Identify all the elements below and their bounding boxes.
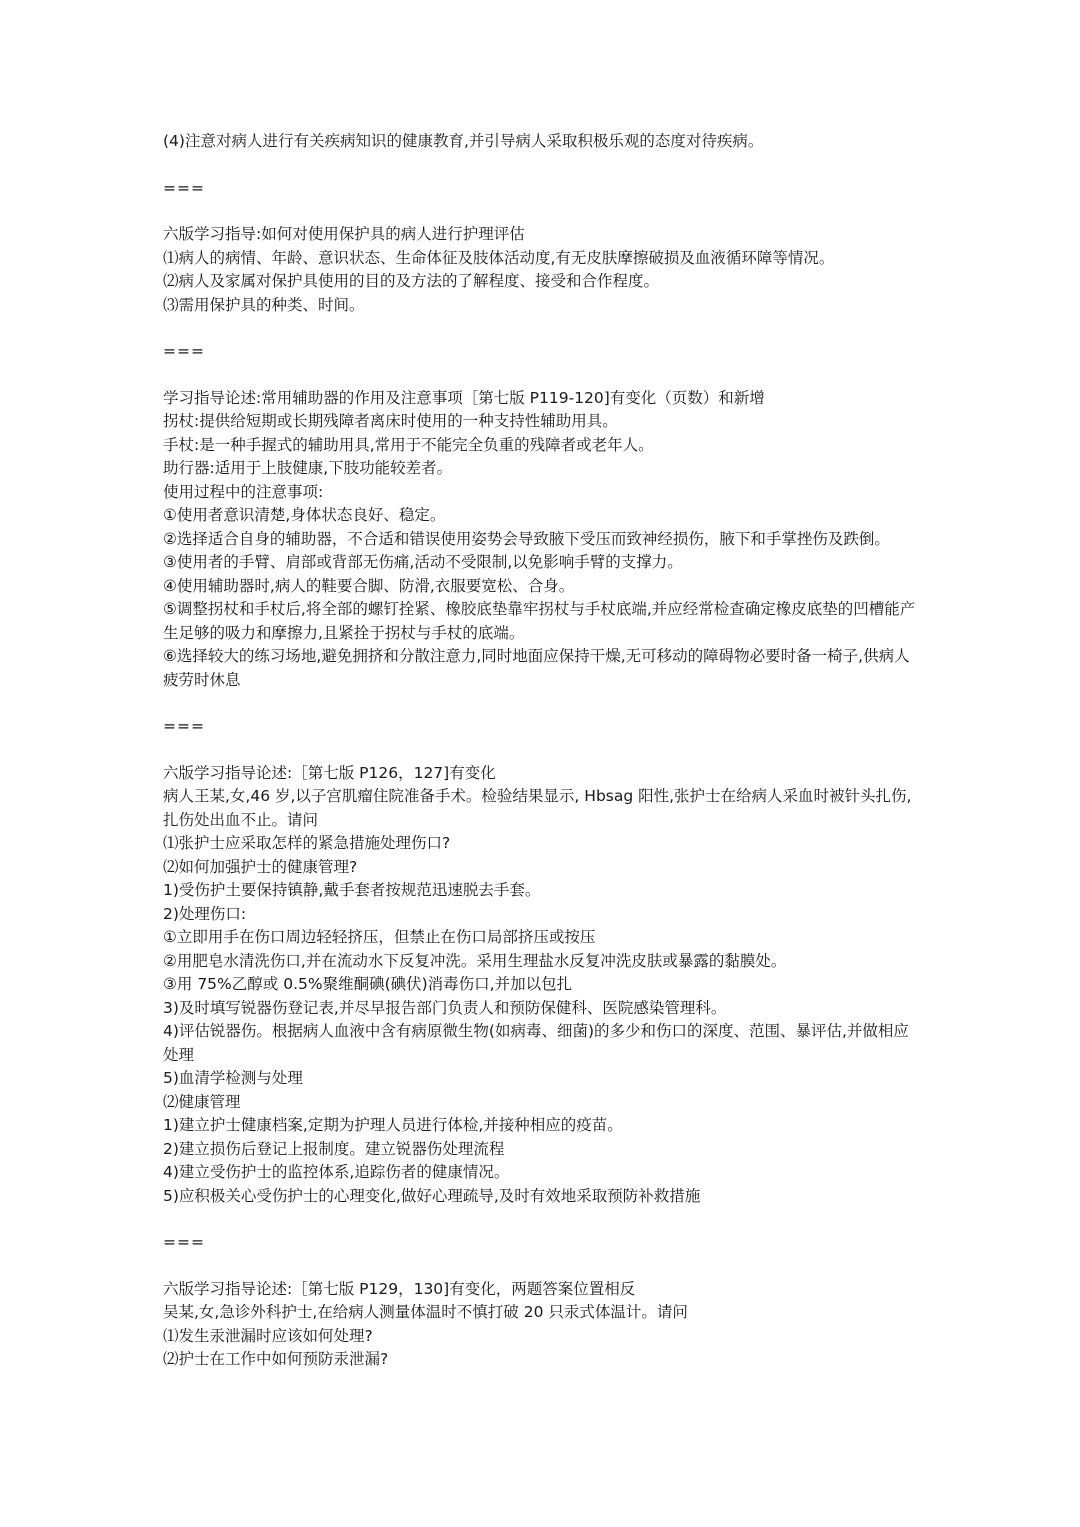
spacer — [163, 200, 923, 223]
list-item: 5)应积极关心受伤护士的心理变化,做好心理疏导,及时有效地采取预防补救措施 — [163, 1186, 701, 1205]
section-health-education — [163, 130, 923, 154]
section-needlestick-case — [163, 762, 923, 1209]
list-item: 1)受伤护土要保持镇静,戴手套者按规范迅速脱去手套。 — [163, 881, 541, 899]
list-item: 4)建立受伤护士的监控体系,追踪伤者的健康情况。 — [163, 1163, 510, 1181]
section-heading: 六版学习指导论述:［第七版 P126，127]有变化 — [163, 763, 496, 782]
list-item: 2)处理伤口: — [163, 904, 247, 923]
list-item: ⑥选择较大的练习场地,避免拥挤和分散注意力,同时地面应保持干燥,无可移动的障碍物必要时备一椅子,供病人疲劳时休息 — [163, 647, 910, 689]
list-item: ②用肥皂水清洗伤口,并在流动水下反复冲洗。采用生理盐水反复冲洗皮肤或暴露的黏膜处。 — [163, 951, 787, 970]
paragraph: (4)注意对病人进行有关疾病知识的健康教育,并引导病人采取积极乐观的态度对待疾病。 — [163, 132, 764, 150]
list-item: ①立即用手在伤口周边轻轻挤压，但禁止在伤口局部挤压或按压 — [163, 928, 596, 946]
list-item: ③用 75%乙醇或 0.5%聚维酮碘(碘伏)消毒伤口,并加以包扎 — [163, 975, 573, 993]
paragraph: 病人王某,女,46 岁,以子宫肌瘤住院准备手术。检验结果显示, Hbsag 阳性,张护士在给病人采血时被针头扎伤,扎伤处出血不止。请问 — [163, 787, 912, 829]
list-item: 2)建立损伤后登记上报制度。建立锐器伤处理流程 — [163, 1139, 505, 1158]
list-item: 4)评估锐器伤。根据病人血液中含有病原微生物(如病毒、细菌)的多少和伤口的深度、范围、暴评估,并做相应处理 — [163, 1022, 909, 1064]
list-item: ①使用者意识清楚,身体状态良好、稳定。 — [163, 506, 446, 524]
section-heading: 学习指导论述:常用辅助器的作用及注意事项［第七版 P119-120]有变化（页数）和新增 — [163, 388, 765, 407]
list-item: ②选择适合自身的辅助器，不合适和错误使用姿势会导致腋下受压而致神经损伤，腋下和手掌挫伤及跌倒。 — [163, 529, 890, 548]
spacer — [163, 364, 923, 387]
paragraph: ⑵病人及家属对保护具使用的目的及方法的了解程度、接受和合作程度。 — [163, 272, 660, 290]
section-heading: 六版学习指导论述:［第七版 P129，130]有变化，两题答案位置相反 — [163, 1279, 636, 1298]
paragraph: ⑶需用保护具的种类、时间。 — [163, 295, 365, 314]
paragraph: 手杖:是一种手握式的辅助用具,常用于不能完全负重的残障者或老年人。 — [163, 435, 654, 454]
question: ⑴张护士应采取怎样的紧急措施处理伤口? — [163, 834, 451, 852]
spacer — [163, 317, 923, 340]
section-heading: 六版学习指导:如何对使用保护具的病人进行护理评估 — [163, 225, 525, 243]
list-item: ③使用者的手臂、肩部或背部无伤痛,活动不受限制,以免影响手臂的支撑力。 — [163, 553, 683, 571]
spacer — [163, 1255, 923, 1278]
section-mercury-leak — [163, 1278, 923, 1372]
section-separator: === — [163, 342, 205, 360]
section-separator: === — [163, 178, 205, 197]
paragraph: 助行器:适用于上肢健康,下肢功能较差者。 — [163, 459, 453, 477]
question: ⑵如何加强护士的健康管理? — [163, 857, 358, 876]
list-item: 3)及时填写锐器伤登记表,并尽早报告部门负责人和预防保健科、医院感染管理科。 — [163, 998, 727, 1017]
paragraph: 使用过程中的注意事项: — [163, 482, 324, 501]
section-separator: === — [163, 717, 205, 735]
question: ⑴发生汞泄漏时应该如何处理? — [163, 1326, 373, 1345]
list-item: ⑤调整拐杖和手杖后,将全部的螺钉拴紧、橡胶底垫靠牢拐杖与手杖底端,并应经常检查确定橡皮底垫的凹槽能产生足够的吸力和摩擦力,且紧拴于拐杖与手杖的底端。 — [163, 600, 916, 642]
list-item: 1)建立护士健康档案,定期为护理人员进行体检,并接种相应的疫苗。 — [163, 1116, 623, 1134]
subheading: ⑵健康管理 — [163, 1092, 241, 1111]
paragraph: 吴某,女,急诊外科护士,在给病人测量体温时不慎打破 20 只汞式体温计。请问 — [163, 1303, 688, 1321]
list-item: 5)血清学检测与处理 — [163, 1069, 303, 1087]
section-separator: === — [163, 1233, 205, 1251]
spacer — [163, 739, 923, 762]
document-page — [163, 130, 923, 1372]
paragraph: ⑴病人的病情、年龄、意识状态、生命体征及肢体活动度,有无皮肤摩擦破损及血液循环障等情况。 — [163, 248, 835, 267]
spacer — [163, 154, 923, 177]
spacer — [163, 1208, 923, 1231]
spacer — [163, 692, 923, 715]
section-assistive-devices — [163, 387, 923, 693]
section-protective-equipment — [163, 223, 923, 317]
list-item: ④使用辅助器时,病人的鞋要合脚、防滑,衣服要宽松、合身。 — [163, 576, 575, 595]
paragraph: 拐杖:提供给短期或长期残障者离床时使用的一种支持性辅助用具。 — [163, 412, 618, 430]
question: ⑵护士在工作中如何预防汞泄漏? — [163, 1350, 389, 1368]
